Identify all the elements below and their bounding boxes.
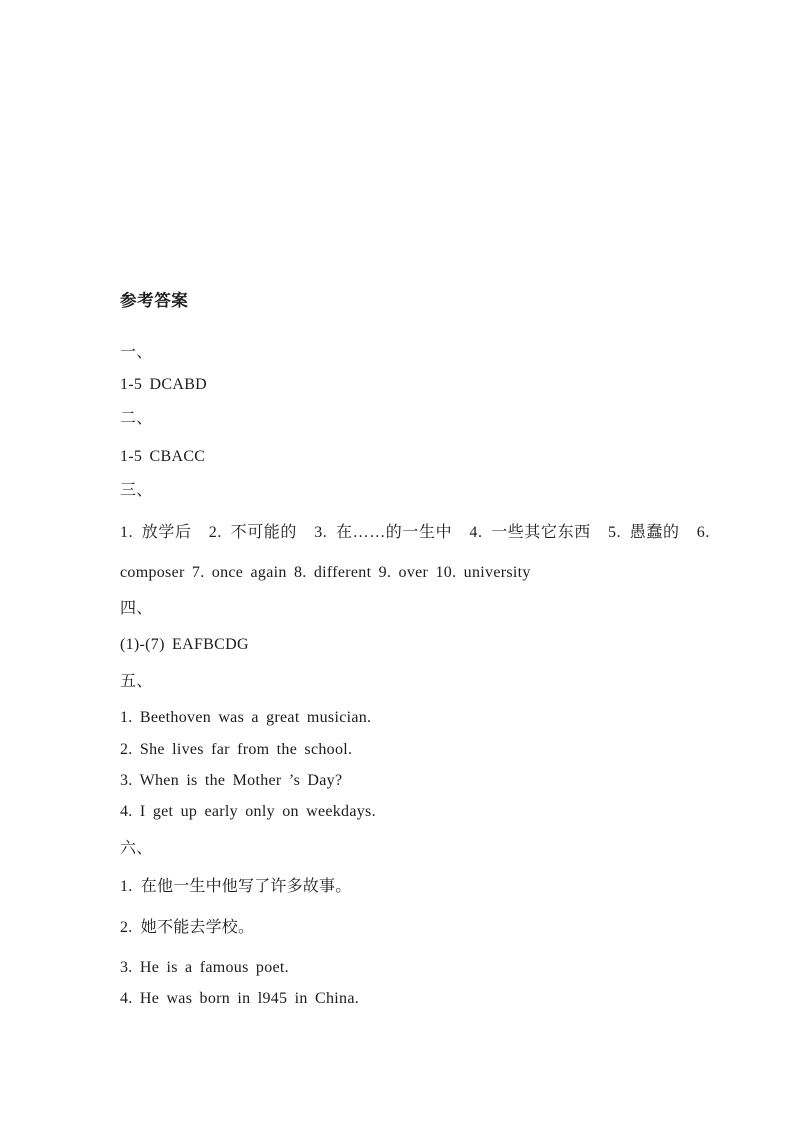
section-5-answer-line-3: 3. When is the Mother ’s Day? [120, 772, 343, 789]
section-3-heading: 三、 [120, 482, 153, 499]
section-5-answer-line-2: 2. She lives far from the school. [120, 741, 353, 758]
section-5-heading: 五、 [120, 673, 153, 690]
section-2-answer-line: 1-5 CBACC [120, 448, 206, 465]
section-6-answer-line-4: 4. He was born in l945 in China. [120, 990, 360, 1007]
section-6-answer-line-3: 3. He is a famous poet. [120, 959, 289, 976]
section-5-answer-line-4: 4. I get up early only on weekdays. [120, 803, 376, 820]
page-title: 参考答案 [120, 291, 189, 310]
section-1-answer-line: 1-5 DCABD [120, 376, 208, 393]
section-2-heading: 二、 [120, 410, 153, 427]
section-1-heading: 一、 [120, 344, 153, 361]
section-3-answer-line-1: 1. 放学后 2. 不可能的 3. 在……的一生中 4. 一些其它东西 5. 愚蠢的 6. [120, 524, 711, 541]
section-6-answer-line-1: 1. 在他一生中他写了许多故事。 [120, 878, 352, 895]
section-4-heading: 四、 [120, 600, 153, 617]
section-6-heading: 六、 [120, 840, 153, 857]
section-4-answer-line: (1)-(7) EAFBCDG [120, 636, 249, 653]
section-5-answer-line-1: 1. Beethoven was a great musician. [120, 709, 372, 726]
section-6-answer-line-2: 2. 她不能去学校。 [120, 919, 255, 936]
section-3-answer-line-2: composer 7. once again 8. different 9. over 10. university [120, 564, 531, 581]
